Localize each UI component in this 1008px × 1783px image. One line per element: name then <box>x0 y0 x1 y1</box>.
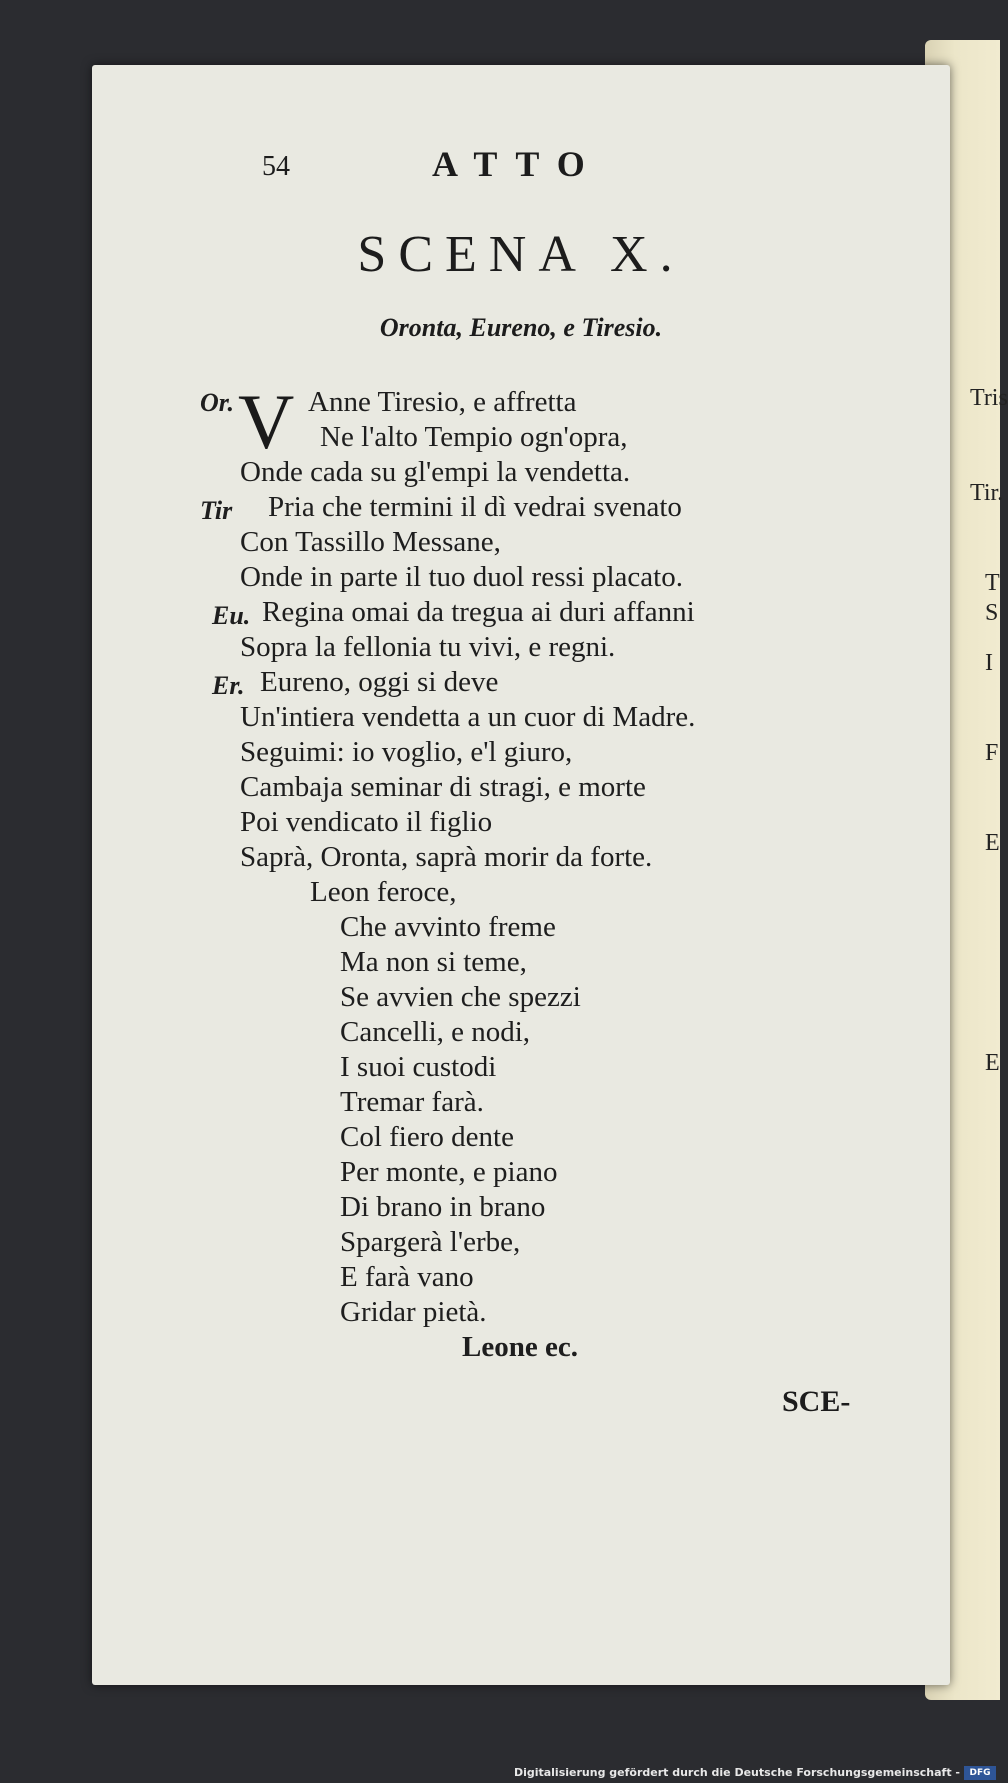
dfg-logo: DFG <box>964 1766 996 1780</box>
running-head: ATTO <box>432 144 603 184</box>
aria-line: Cancelli, e nodi, <box>340 1016 531 1048</box>
edge-fragment: F <box>985 740 999 766</box>
aria-line: Di brano in brano <box>340 1191 546 1223</box>
edge-fragment: S <box>985 600 999 626</box>
page-header <box>92 143 950 193</box>
scene-title: SCENA X. <box>357 226 685 283</box>
verse-line: Saprà, Oronta, saprà morir da forte. <box>240 841 653 873</box>
edge-fragment: T <box>985 570 1000 596</box>
verse-line: Ne l'alto Tempio ogn'opra, <box>320 421 628 453</box>
verse-line: Un'intiera vendetta a un cuor di Madre. <box>240 701 696 733</box>
verse-line: Pria che termini il dì vedrai svenato <box>268 491 682 523</box>
speaker-label: Er. <box>212 671 245 700</box>
aria-line: E farà vano <box>340 1261 474 1293</box>
da-capo-line: Leone ec. <box>462 1331 578 1363</box>
edge-fragment: E <box>985 830 1000 856</box>
digitization-credit: Digitalisierung gefördert durch die Deutsche Forschungsgemeinschaft - <box>513 1766 960 1779</box>
book-page <box>92 65 950 1685</box>
verse-line: Eureno, oggi si deve <box>260 666 499 698</box>
aria-line: Tremar farà. <box>340 1086 484 1118</box>
page-number: 54 <box>262 151 290 182</box>
aria-line: Per monte, e piano <box>340 1156 558 1188</box>
verse-line: Poi vendicato il figlio <box>240 806 493 838</box>
verse-line: Onde cada su gl'empi la vendetta. <box>240 456 631 488</box>
edge-fragment: Tris <box>970 385 1008 411</box>
aria-line: Che avvinto freme <box>340 911 556 943</box>
aria-line: Col fiero dente <box>340 1121 514 1153</box>
verse-line: Con Tassillo Messane, <box>240 526 501 558</box>
verse-line: Anne Tiresio, e affretta <box>308 386 577 418</box>
edge-fragment: I <box>985 650 993 676</box>
drop-cap: V <box>238 378 295 465</box>
verse-line: Onde in parte il tuo duol ressi placato. <box>240 561 683 593</box>
verse-line: Sopra la fellonia tu vivi, e regni. <box>240 631 616 663</box>
verse-line: Seguimi: io voglio, e'l giuro, <box>240 736 573 768</box>
speaker-label: Tir <box>200 496 233 525</box>
aria-line: Spargerà l'erbe, <box>340 1226 521 1258</box>
speaker-label: Or. <box>200 388 234 417</box>
aria-line: Se avvien che spezzi <box>340 981 581 1013</box>
verse-line: Regina omai da tregua ai duri affanni <box>262 596 695 628</box>
aria-line: Leon feroce, <box>310 876 457 908</box>
aria-line: Ma non si teme, <box>340 946 527 978</box>
aria-line: I suoi custodi <box>340 1051 497 1083</box>
character-list: Oronta, Eureno, e Tiresio. <box>379 313 663 342</box>
verse-line: Cambaja seminar di stragi, e morte <box>240 771 646 803</box>
catchword: SCE- <box>782 1385 851 1418</box>
speaker-label: Eu. <box>212 601 251 630</box>
edge-fragment: E <box>985 1050 1000 1076</box>
edge-fragment: Tir. <box>970 480 1004 506</box>
aria-line: Gridar pietà. <box>340 1296 487 1328</box>
